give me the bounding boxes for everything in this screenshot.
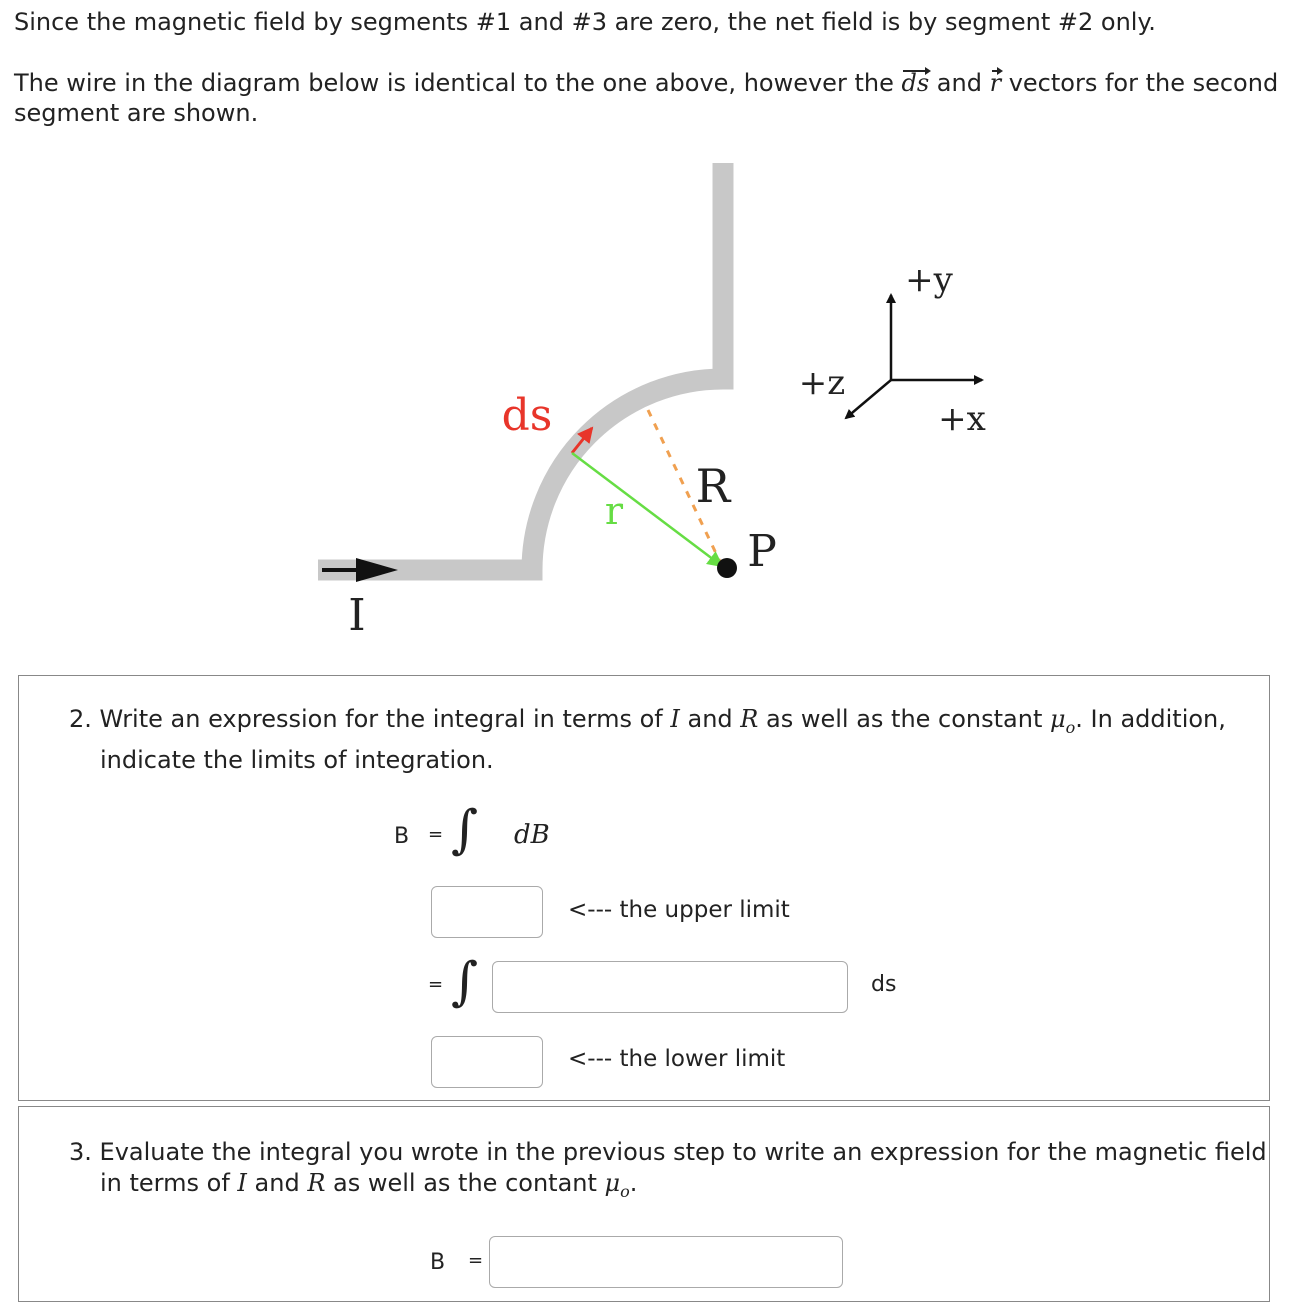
ds-label: ds [501,390,553,441]
r-label: r [604,489,624,533]
upper-limit-input[interactable] [431,886,543,938]
q2-text-d: . In addition, [1075,705,1226,733]
q3-number: 3. [69,1138,92,1166]
intro-line-3: segment are shown. [14,99,259,127]
q3-B-label: B [430,1250,446,1275]
magnetic-field-answer-input[interactable] [489,1236,843,1288]
point-p [717,558,737,578]
q3-text-b1: in terms of [100,1169,238,1197]
wire [318,163,723,570]
axis-z-label: +z [798,363,846,403]
axis-x-label: +x [938,399,986,439]
q2-mu: μ [1050,705,1066,733]
q2-dB: dB [514,820,550,850]
q2-line-2: indicate the limits of integration. [100,745,494,774]
wire-diagram [0,150,1304,670]
question-2-text [69,703,1226,777]
lower-limit-input[interactable] [431,1036,543,1088]
q3-equals: = [468,1250,484,1271]
q2-equals-1: = [428,824,444,845]
integral-symbol-1: ∫ [451,800,479,860]
intro-line-2b: and [929,69,990,97]
q2-mu-sub: o [1065,717,1076,737]
question-3-text [69,1137,1267,1207]
current-label: I [348,590,366,641]
q3-text-b3: as well as the contant [325,1169,605,1197]
question-2-panel [18,675,1270,1101]
q3-text-b4: . [629,1169,638,1197]
intro-line-1: Since the magnetic field by segments #1 and #3 are zero, the net field is by segment #2 only. [14,8,1156,36]
intro-line-2c: vectors for the second [1001,69,1279,97]
point-p-label: P [747,526,777,577]
q2-var-I: I [670,705,680,733]
q2-number: 2. [69,705,92,733]
r-vector-symbol: r [989,69,1002,97]
q2-text-c: as well as the constant [758,705,1051,733]
q3-mu: μ [604,1169,621,1197]
q2-text-a: Write an expression for the integral in terms of [91,705,671,733]
q2-text-b: and [679,705,741,733]
q2-equals-2: = [428,974,444,995]
question-3-panel [18,1106,1270,1302]
q3-var-R: R [307,1169,326,1197]
ds-vector-symbol: ds [901,69,930,97]
q2-ds-suffix: ds [871,972,897,997]
q3-var-I: I [237,1169,247,1197]
lower-limit-label: <--- the lower limit [568,1046,786,1072]
q3-text-b2: and [246,1169,308,1197]
q3-line-2 [69,1168,1267,1207]
q2-B-label: B [394,824,410,849]
q3-mu-sub: o [620,1181,630,1201]
q3-text-a: Evaluate the integral you wrote in the previous step to write an expression for the magnetic field [91,1138,1267,1166]
q2-var-R: R [740,705,759,733]
integrand-input[interactable] [492,961,848,1013]
upper-limit-label: <--- the upper limit [568,897,790,923]
intro-line-2 [14,69,1278,97]
intro-line-2a: The wire in the diagram below is identical to the one above, however the [14,69,902,97]
integral-symbol-2: ∫ [451,952,479,1012]
axis-y-label: +y [905,260,953,300]
radius-label: R [695,459,731,513]
